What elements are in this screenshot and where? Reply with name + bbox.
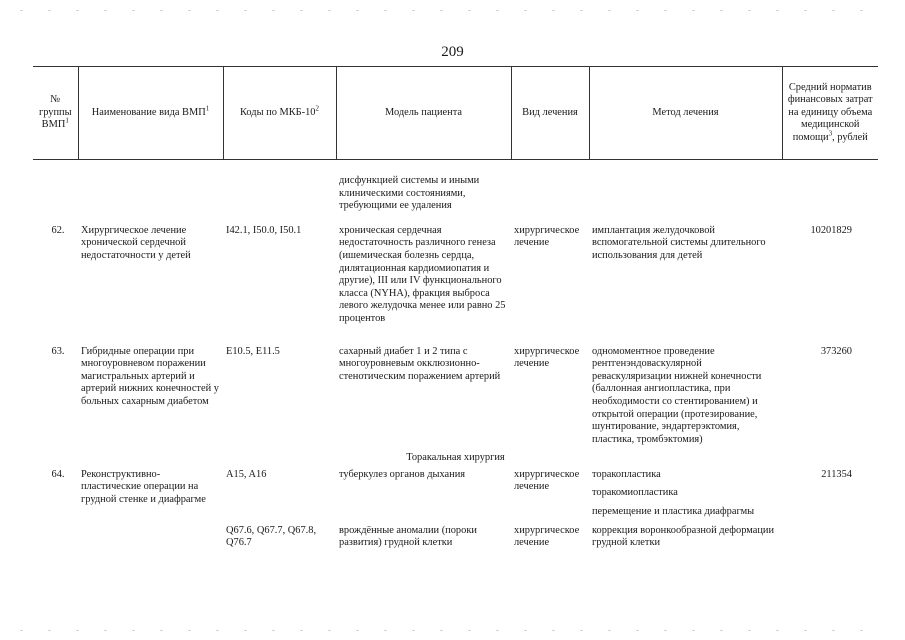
treatment-method bbox=[589, 469, 782, 525]
continued-row bbox=[33, 175, 878, 219]
header-treatment-type: Вид лечения bbox=[511, 67, 589, 160]
header-group-number: № группы ВМП$^1$ bbox=[33, 67, 78, 160]
icd-codes: I42.1, I50.0, I50.1 bbox=[226, 224, 302, 236]
section-row bbox=[33, 446, 878, 469]
treatment-method: коррекция воронкообразной деформации грудной клетки bbox=[592, 524, 775, 549]
cost-value: 10201829 bbox=[810, 224, 852, 236]
patient-model: туберкулез органов дыхания bbox=[339, 468, 466, 480]
icd-codes: E10.5, E11.5 bbox=[226, 345, 280, 357]
method-item: перемещение и пластика диафрагмы bbox=[592, 506, 755, 518]
header-vmp-name: Наименование вида ВМП$^1$ bbox=[78, 67, 223, 160]
page-number: 209 bbox=[441, 44, 464, 60]
header-patient-model: Модель пациента bbox=[336, 67, 511, 160]
header-icd-codes: Коды по МКБ-$10^2$ bbox=[223, 67, 336, 160]
method-item: торакомиопластика bbox=[592, 487, 678, 499]
row-number: 62. bbox=[51, 224, 65, 236]
treatment-method: имплантация желудочковой вспомогательной системы длительного использования для детей bbox=[592, 224, 766, 261]
vmp-name: Хирургическое лечение хронической сердечной недостаточности у детей bbox=[81, 224, 191, 261]
treatment-method: одномоментное проведение рентгенэндоваскулярной реваскуляризации нижней конечности (баллонная ангиопластика, при необходимости со стентированием) и открытой операции (протезирование, шунтирование, эндартерэктомия, пластика, тромбэктомия) bbox=[592, 345, 762, 445]
continued-model-text: дисфункцией системы и иными клиническими состояниями, требующими ее удаления bbox=[339, 175, 480, 212]
vmp-name: Реконструктивно-пластические операции на грудной стенке и диафрагме bbox=[81, 468, 206, 506]
treatment-type: хирургическое лечение bbox=[514, 468, 580, 493]
patient-model: хроническая сердечная недостаточность различного генеза (ишемическая болезнь сердца, дилятационная кардиомиопатия и другие), III или IV функционального класса (NYHA), фракция выброса левого желудочка менее или равно 25 процентов bbox=[339, 224, 506, 324]
icd-codes: A15, A16 bbox=[226, 468, 267, 480]
table-row bbox=[33, 469, 878, 525]
patient-model: врождённые аномалии (пороки развития) грудной клетки bbox=[339, 524, 477, 549]
header-treatment-method: Метод лечения bbox=[589, 67, 782, 160]
header-cost-norm: Средний норматив финансовых затрат на единицу объема медицинской помощи$^3$, рублей bbox=[782, 67, 878, 160]
cost-value: 373260 bbox=[820, 345, 852, 357]
treatment-type: хирургическое лечение bbox=[514, 524, 580, 549]
table-header-row bbox=[33, 67, 878, 160]
table-row bbox=[33, 225, 878, 326]
vmp-table bbox=[33, 66, 878, 550]
scan-artifact-top bbox=[20, 10, 880, 11]
treatment-type: хирургическое лечение bbox=[514, 345, 580, 370]
scan-artifact-bottom bbox=[20, 630, 880, 631]
section-title: Торакальная хирургия bbox=[406, 452, 505, 464]
icd-codes: Q67.6, Q67.7, Q67.8, Q76.7 bbox=[226, 524, 317, 549]
treatment-type: хирургическое лечение bbox=[514, 224, 580, 249]
row-number: 63. bbox=[51, 345, 65, 357]
patient-model: сахарный диабет 1 и 2 типа с многоуровневым окклюзионно-стенотическим поражением артерий bbox=[339, 345, 501, 382]
row-number: 64. bbox=[51, 468, 65, 480]
method-item: торакопластика bbox=[592, 468, 661, 480]
vmp-name: Гибридные операции при многоуровневом поражении магистральных артерий и артерий нижних конечностей у больных сахарным диабетом bbox=[81, 345, 219, 407]
cost-value: 211354 bbox=[821, 468, 852, 480]
table-row bbox=[33, 346, 878, 447]
